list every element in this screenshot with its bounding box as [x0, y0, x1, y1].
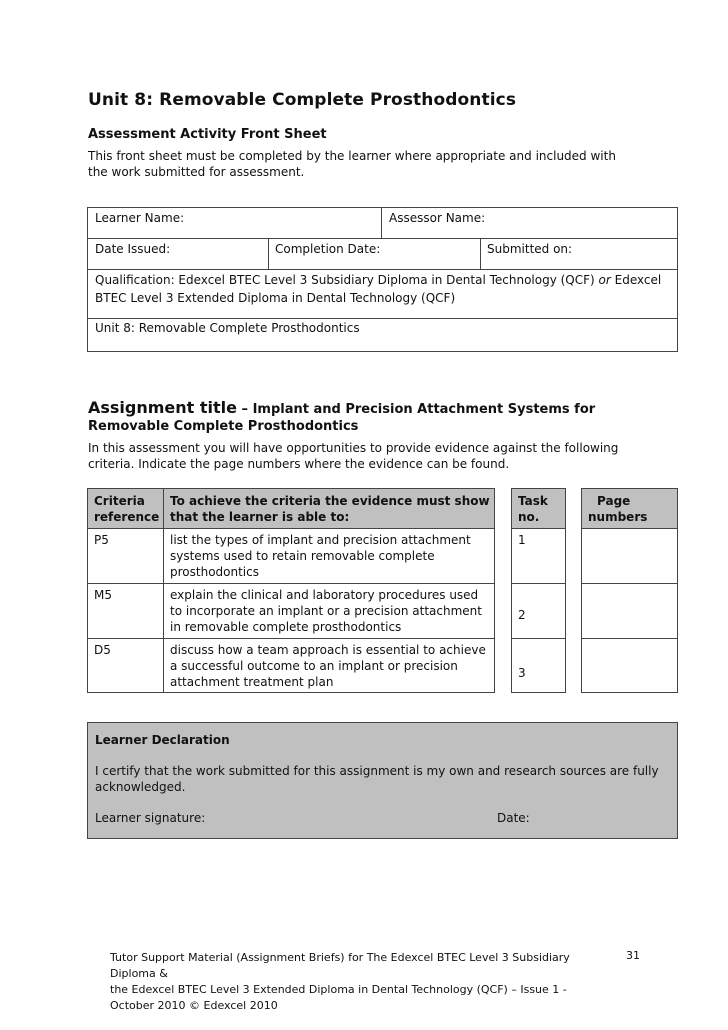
task-header: Task no. — [518, 494, 548, 524]
assignment-title: Assignment title – Implant and Precision Attachment Systems for — [88, 398, 596, 417]
assignment-title-label: Assignment title — [88, 398, 238, 417]
date-issued-label: Date Issued: — [95, 242, 171, 256]
declaration-heading: Learner Declaration — [95, 733, 230, 747]
table-row-description: discuss how a team approach is essential to achieve a successful outcome to an implant or precision attachment treatment plan — [170, 643, 486, 689]
front-sheet-intro-line2: the work submitted for assessment. — [88, 165, 305, 179]
assignment-intro — [88, 440, 618, 472]
table-row-ref: M5 — [94, 588, 112, 602]
page-footer: Tutor Support Material (Assignment Briefs) for The Edexcel BTEC Level 3 Subsidiary Diploma & the Edexcel BTEC Level 3 Extended Diploma in Dental Technology (QCF) – Issue 1 - October 2010 © Edexcel 2010 — [110, 951, 570, 1012]
evidence-header: To achieve the criteria the evidence must show that the learner is able to: — [170, 494, 490, 524]
completion-date-label: Completion Date: — [275, 242, 381, 256]
table-row-task: 2 — [518, 608, 526, 622]
criteria-header: Criteria reference — [94, 494, 160, 524]
learner-signature-label: Learner signature: — [95, 811, 206, 825]
table-row-description: list the types of implant and precision attachment systems used to retain removable complete prosthodontics — [170, 533, 471, 579]
table-row-ref: D5 — [94, 643, 111, 657]
declaration-text: I certify that the work submitted for this assignment is my own and research sources are fully acknowledged. — [95, 764, 659, 794]
learner-name-label: Learner Name: — [95, 211, 185, 225]
front-sheet-heading: Assessment Activity Front Sheet — [88, 127, 327, 142]
submitted-on-label: Submitted on: — [487, 242, 573, 256]
page-number: 31 — [626, 949, 640, 962]
table-row-task: 3 — [518, 666, 526, 680]
assignment-intro-line2: criteria. Indicate the page numbers where the evidence can be found. — [88, 457, 510, 471]
assignment-title-line1: Implant and Precision Attachment Systems for — [252, 402, 596, 417]
assignment-title-line2: Removable Complete Prosthodontics — [88, 419, 359, 434]
unit-title: Unit 8: Removable Complete Prosthodontics — [88, 90, 517, 110]
front-sheet-intro-line1: This front sheet must be completed by the learner where appropriate and included with — [88, 149, 616, 163]
front-sheet-intro — [88, 148, 616, 180]
assessor-name-label: Assessor Name: — [389, 211, 486, 225]
qualification-line1: Qualification: Edexcel BTEC Level 3 Subsidiary Diploma in Dental Technology (QCF) or Edexcel — [95, 273, 662, 287]
declaration-date-label: Date: — [497, 811, 530, 825]
table-row-ref: P5 — [94, 533, 109, 547]
assignment-intro-line1: In this assessment you will have opportunities to provide evidence against the following — [88, 441, 619, 455]
table-row-task: 1 — [518, 533, 526, 547]
unit-line: Unit 8: Removable Complete Prosthodontics — [95, 321, 360, 335]
table-row-description: explain the clinical and laboratory procedures used to incorporate an implant or a precision attachment in removable complete prosthodontics — [170, 588, 482, 634]
qualification-line2: BTEC Level 3 Extended Diploma in Dental Technology (QCF) — [95, 291, 456, 305]
page-numbers-header: Page numbers — [588, 494, 648, 524]
